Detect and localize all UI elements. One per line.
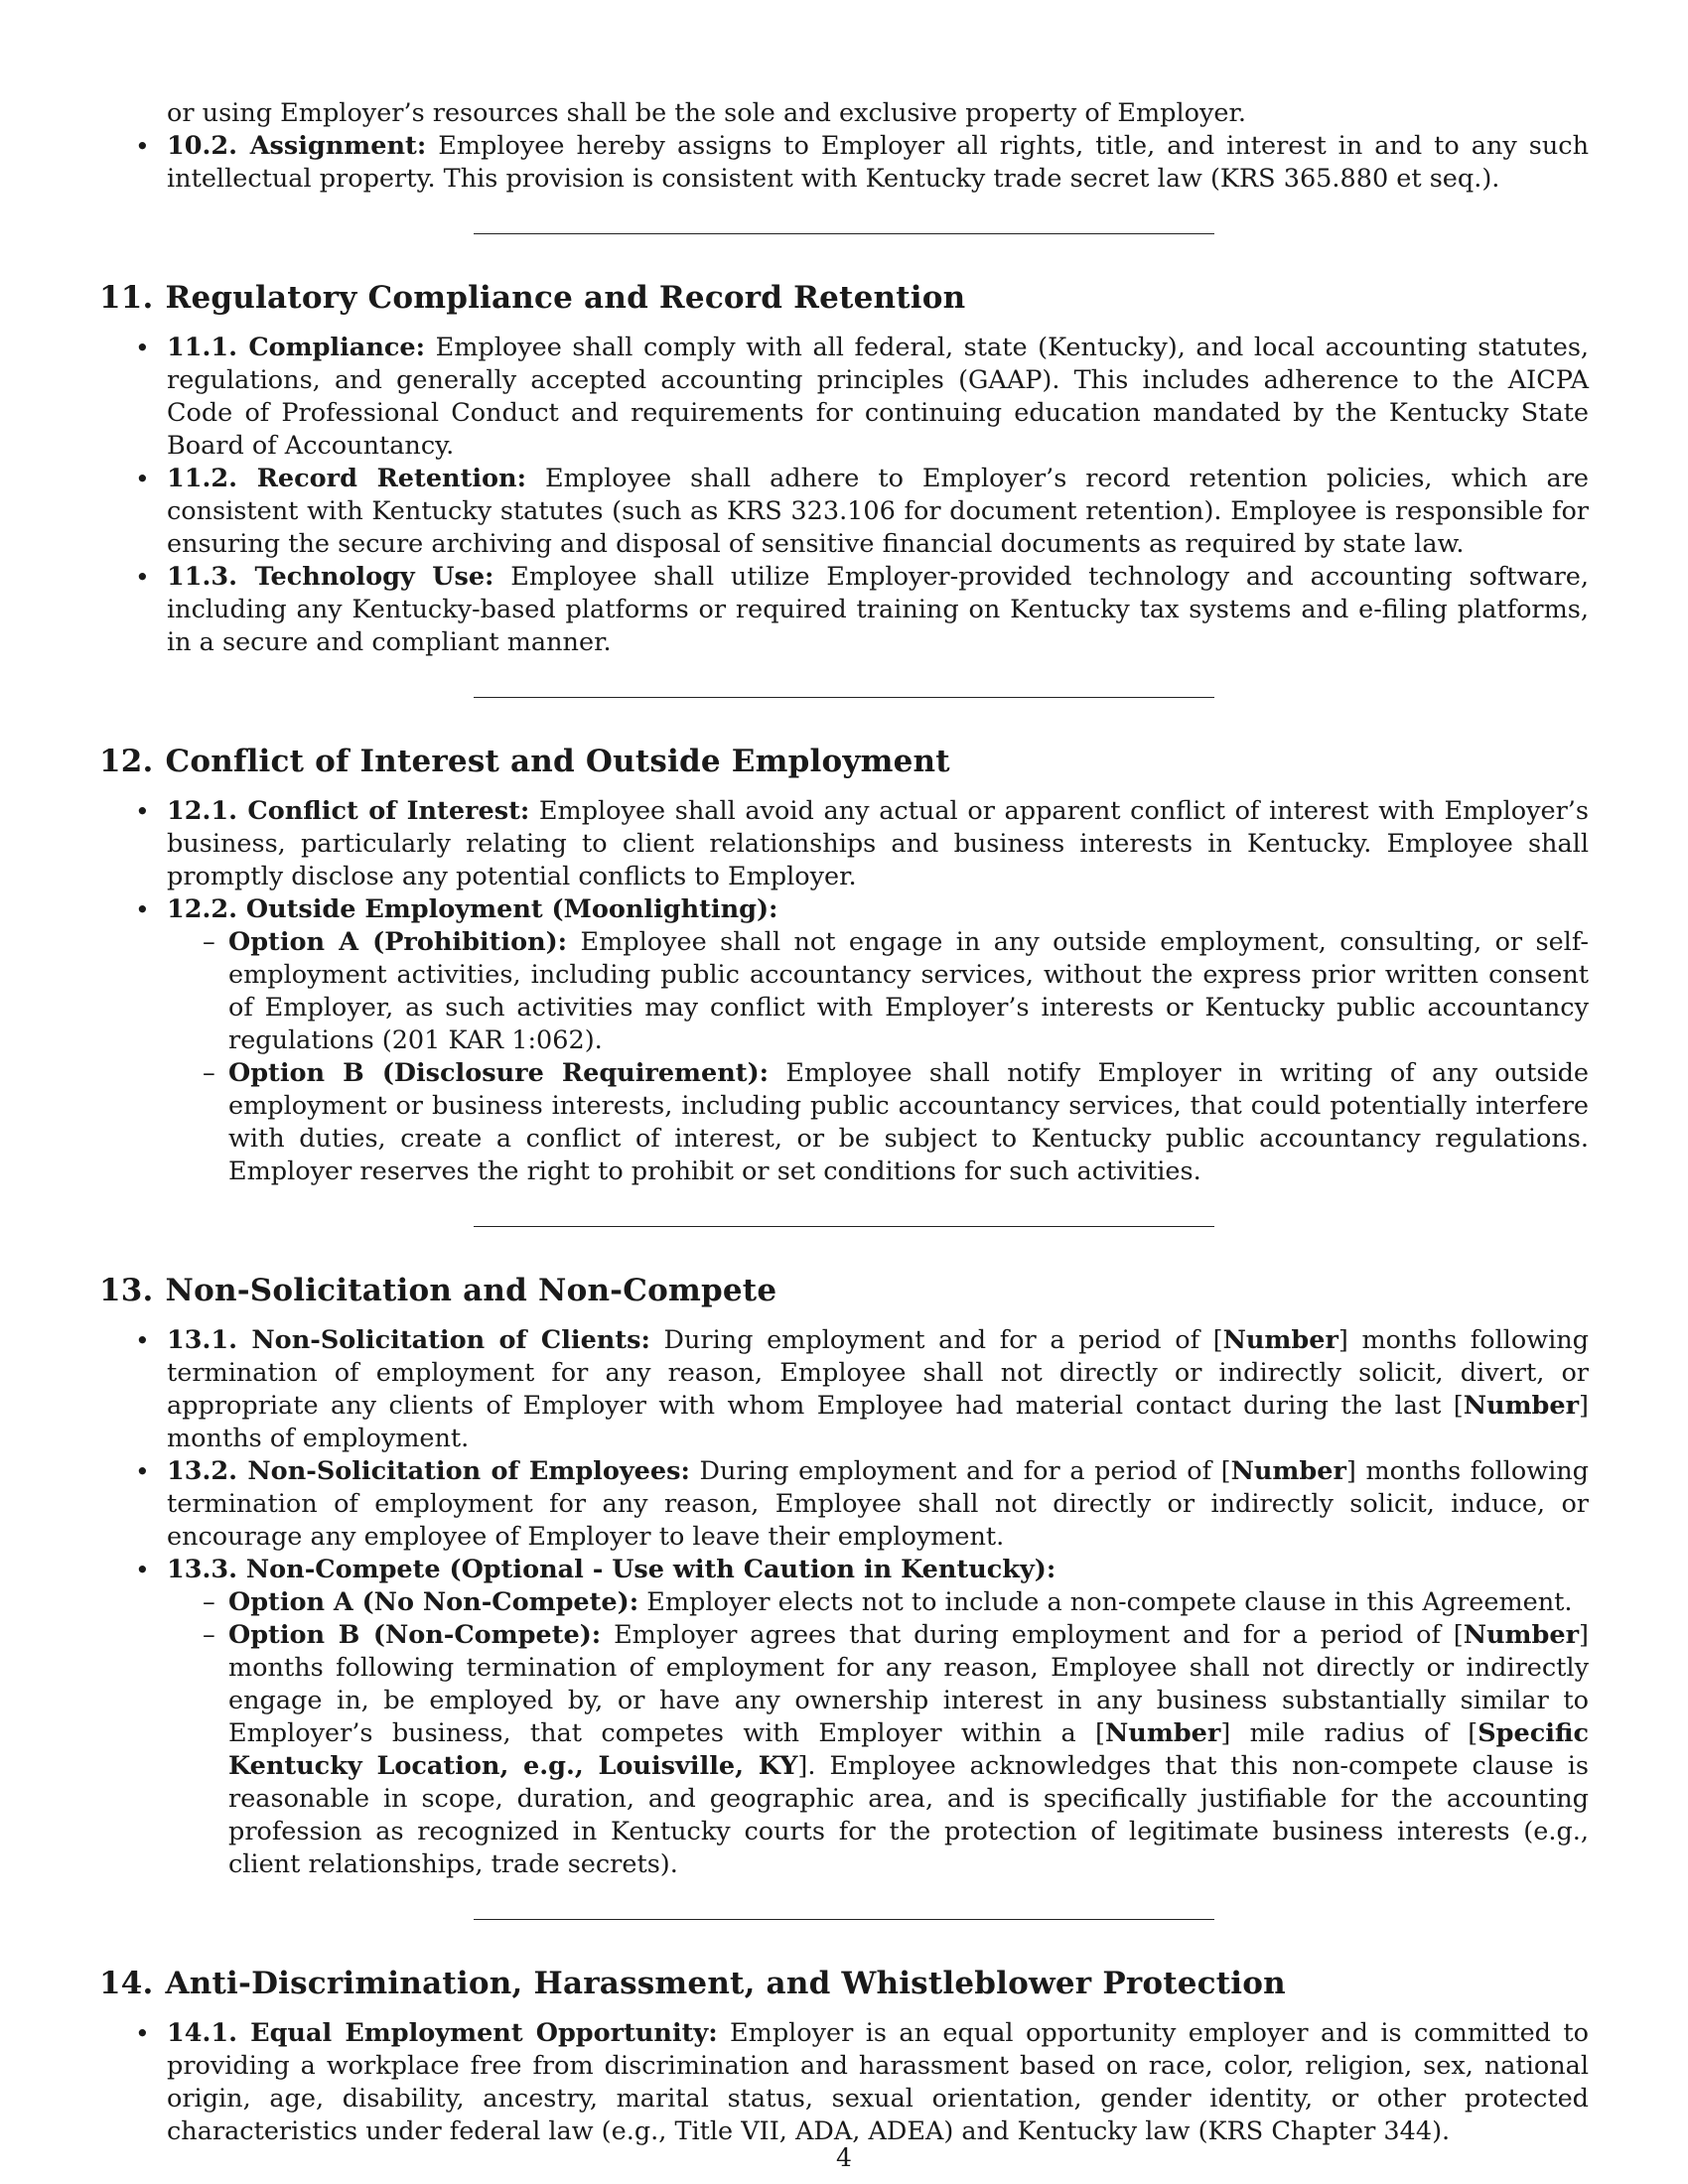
section-number: 13. — [99, 1273, 154, 1308]
clause-text: Employee hereby assigns to Employer all rights, title, and interest in and to any such intellectual property. This provision is consistent with Kentucky trade secret law (KRS 365.880 et seq.). — [167, 131, 1590, 194]
placeholder-number: Number — [1463, 1391, 1580, 1421]
clause-label: 12.2. Outside Employment (Moonlighting): — [167, 894, 778, 924]
section-14-heading — [99, 1964, 1589, 2003]
option-text: ] mile radius of [ — [1220, 1718, 1478, 1748]
clause-text: ] months following termination of employment for any reason, Employee shall not directly or indirectly solicit, induce, or encourage any employee of Employer to leave their employment. — [167, 1456, 1589, 1552]
clause-text: Employer is an equal opportunity employer and is committed to providing a workplace free from discrimination and harassment based on race, color, religion, sex, national origin, age, disability, ancestry, marital status, sexual orientation, gender identity, or other protected characteristics under federal law (e.g., Title VII, ADA, ADEA) and Kentucky law (KRS Chapter 344). — [167, 2018, 1589, 2146]
clause-label: 11.2. Record Retention: — [167, 464, 527, 493]
option-text: ] months following termination of employment for any reason, Employee shall not directly or indirectly engage in, be employed by, or have any ownership interest in any business substantially similar to Employer’s business, that competes with Employer within a [ — [228, 1620, 1589, 1748]
placeholder-number: Number — [1463, 1620, 1580, 1650]
section-title: Non-Solicitation and Non-Compete — [165, 1273, 777, 1308]
clause-label: 10.2. Assignment: — [167, 131, 427, 161]
placeholder-number: Number — [1104, 1718, 1221, 1748]
section-13-list — [99, 1324, 1589, 1881]
option-text: Employee shall notify Employer in writing of any outside employment or business interests, including public accountancy services, that could potentially interfere with duties, create a conflict of interest, or be subject to Kentucky public accountancy regulations. Employer reserves the right to prohibit or set conditions for such activities. — [228, 1058, 1589, 1186]
section-title: Anti-Discrimination, Harassment, and Whistleblower Protection — [165, 1966, 1286, 2001]
clause-text: Employee shall comply with all federal, state (Kentucky), and local accounting statutes, regulations, and generally accepted accounting principles (GAAP). This includes adherence to the AICPA Code of Professional Conduct and requirements for continuing education mandated by the Kentucky State Board of Accountancy. — [167, 333, 1590, 461]
list-item-13-3 — [99, 1554, 1589, 1881]
list-item-11-2 — [99, 463, 1589, 561]
option-item-a — [167, 1586, 1589, 1619]
section-10-continuation: or using Employer’s resources shall be the sole and exclusive property of Employer. — [167, 98, 1246, 128]
option-text: Employee shall not engage in any outside employment, consulting, or self-employment activities, including public accountancy services, without the express prior written consent of Employer, as such activities may conflict with Employer’s interests or Kentucky public accountancy regulations (201 KAR 1:062). — [228, 927, 1589, 1055]
placeholder-location: Specific Kentucky Location, e.g., Louisville, KY — [228, 1718, 1589, 1781]
list-item-12-2 — [99, 893, 1589, 1188]
page-content — [99, 97, 1589, 2148]
clause-text: ] months following termination of employment for any reason, Employee shall not directly or indirectly solicit, divert, or appropriate any clients of Employer with whom Employee had material contact during the last [ — [167, 1325, 1589, 1421]
clause-text: Employee shall adhere to Employer’s record retention policies, which are consistent with Kentucky statutes (such as KRS 323.106 for document retention). Employee is responsible for ensuring the secure archiving and disposal of sensitive financial documents as required by state law. — [167, 464, 1590, 559]
list-item-10-2 — [99, 130, 1589, 196]
page-number: 4 — [836, 2143, 852, 2172]
section-14-list — [99, 2017, 1589, 2148]
clause-text: ] months of employment. — [167, 1391, 1589, 1453]
clause-text: Employee shall utilize Employer-provided technology and accounting software, including any Kentucky-based platforms or required training on Kentucky tax systems and e-filing platforms, in a secure and compliant manner. — [167, 562, 1590, 657]
section-number: 12. — [99, 744, 154, 779]
placeholder-number: Number — [1222, 1325, 1338, 1355]
option-list — [167, 1586, 1589, 1881]
list-item-11-1 — [99, 332, 1589, 463]
clause-label: 13.1. Non-Solicitation of Clients: — [167, 1325, 650, 1355]
option-item-a — [167, 926, 1589, 1057]
option-text: Employer agrees that during employment and for a period of [ — [601, 1620, 1464, 1650]
section-11-heading — [99, 278, 1589, 318]
clause-text: During employment and for a period of [ — [689, 1456, 1231, 1486]
option-label: Option A (No Non-Compete): — [228, 1587, 639, 1617]
section-number: 14. — [99, 1966, 154, 2001]
clause-label: 13.2. Non-Solicitation of Employees: — [167, 1456, 690, 1486]
clause-label: 11.1. Compliance: — [167, 333, 426, 362]
clause-label: 13.3. Non-Compete (Optional - Use with Caution in Kentucky): — [167, 1555, 1056, 1584]
section-12-heading — [99, 742, 1589, 781]
section-11-list — [99, 332, 1589, 659]
list-item-13-2 — [99, 1455, 1589, 1554]
option-item-b — [167, 1057, 1589, 1188]
list-item-14-1 — [99, 2017, 1589, 2148]
option-label: Option A (Prohibition): — [228, 927, 568, 957]
clause-label: 14.1. Equal Employment Opportunity: — [167, 2018, 718, 2048]
section-10-list — [99, 130, 1589, 196]
section-number: 11. — [99, 280, 154, 316]
option-label: Option B (Disclosure Requirement): — [228, 1058, 770, 1088]
section-title: Regulatory Compliance and Record Retention — [165, 280, 966, 316]
clause-text: During employment and for a period of [ — [649, 1325, 1223, 1355]
clause-label: 11.3. Technology Use: — [167, 562, 494, 592]
option-list — [167, 926, 1589, 1188]
option-text: ]. Employee acknowledges that this non-compete clause is reasonable in scope, duration, and geographic area, and is specifically justifiable for the accounting profession as recognized in Kentucky courts for the protection of legitimate business interests (e.g., client relationships, trade secrets). — [228, 1751, 1589, 1879]
list-item-12-1 — [99, 795, 1589, 893]
placeholder-number: Number — [1230, 1456, 1346, 1486]
list-item-11-3 — [99, 561, 1589, 659]
section-13-heading — [99, 1271, 1589, 1310]
option-text: Employer elects not to include a non-compete clause in this Agreement. — [638, 1587, 1573, 1617]
list-item-13-1 — [99, 1324, 1589, 1455]
clause-text: Employee shall avoid any actual or apparent conflict of interest with Employer’s business, particularly relating to client relationships and business interests in Kentucky. Employee shall promptly disclose any potential conflicts to Employer. — [167, 796, 1589, 891]
option-item-b — [167, 1619, 1589, 1881]
clause-label: 12.1. Conflict of Interest: — [167, 796, 530, 826]
option-label: Option B (Non-Compete): — [228, 1620, 602, 1650]
section-title: Conflict of Interest and Outside Employment — [165, 744, 950, 779]
section-12-list — [99, 795, 1589, 1188]
